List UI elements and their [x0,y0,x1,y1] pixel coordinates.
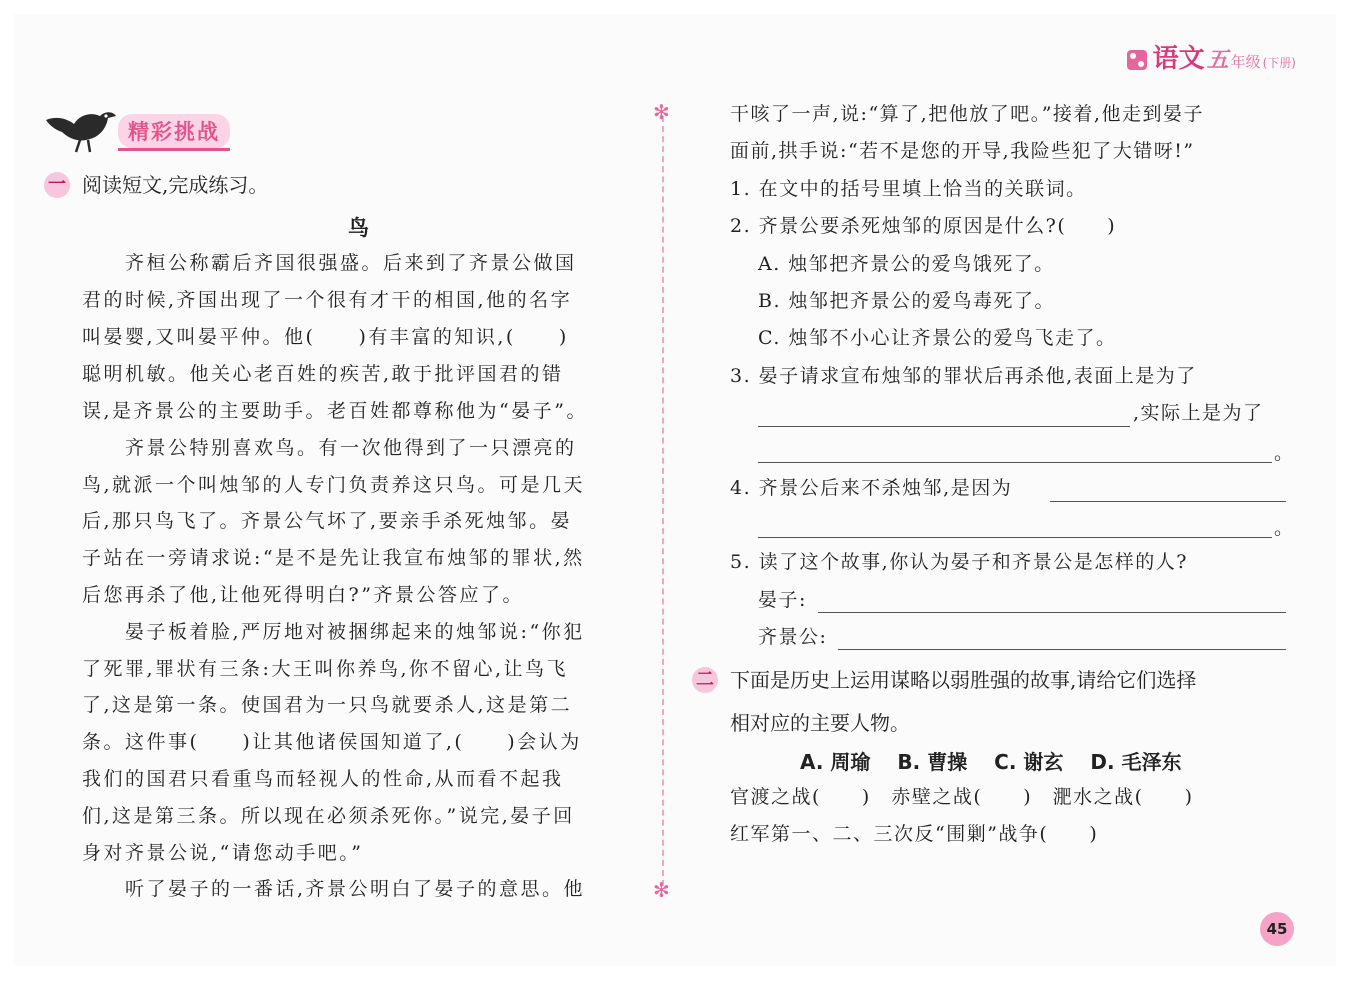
passage-line: 齐桓公称霸后齐国很强盛。后来到了齐景公做国 [82,252,577,274]
passage-line: 齐景公特别喜欢鸟。有一次他得到了一只漂亮的 [82,437,577,459]
passage-line: 聪明机敏。他关心老百姓的疾苦,敢于批评国君的错 [82,363,564,385]
answer-blank[interactable] [758,426,1130,427]
answer-blank[interactable] [758,537,1272,538]
option-a: A. 周瑜 [800,750,871,774]
section-header [42,104,232,156]
part2-instruction-cont: 相对应的主要人物。 [730,711,910,735]
question-3-cont: ,实际上是为了 [1133,402,1264,424]
question-4-end: 。 [1274,517,1295,539]
part2-number: 二 [692,667,718,693]
brand-logo-icon [1127,50,1147,70]
passage-title: 鸟 [348,216,369,240]
answer-blank[interactable] [838,649,1286,650]
brand-subject: 语文 [1152,44,1205,74]
battles-line-2: 红军第一、二、三次反“围剿”战争( ) [730,823,1099,845]
passage-line: 了死罪,罪状有三条:大王叫你养鸟,你不留心,让鸟飞 [82,658,569,680]
passage-line: 误,是齐景公的主要助手。老百姓都尊称他为“晏子”。 [82,400,588,422]
battles-line-1: 官渡之战( ) 赤壁之战( ) 淝水之战( ) [730,786,1194,808]
question-2-option-b: B. 烛邹把齐景公的爱鸟毒死了。 [758,290,1056,312]
page-divider [662,116,664,886]
bird-icon [42,104,118,156]
passage-line: 鸟,就派一个叫烛邹的人专门负责养这只鸟。可是几天 [82,474,586,496]
option-c: C. 谢玄 [994,750,1064,774]
book-brand [1127,38,1296,75]
brand-grade-label: 年级 [1230,53,1261,71]
brand-grade-num: 五 [1206,48,1229,73]
passage-line: 君的时候,齐国出现了一个很有才干的相国,他的名字 [82,289,573,311]
question-2-option-c: C. 烛邹不小心让齐景公的爱鸟飞走了。 [758,327,1117,349]
passage-line: 们,这是第三条。所以现在必须杀死你。”说完,晏子回 [82,805,575,827]
brand-volume: (下册) [1262,56,1296,70]
section-header-underline [118,148,230,151]
flower-icon: ✻ [653,878,670,902]
section-header-label: 精彩挑战 [118,114,230,148]
flower-icon: ✻ [653,100,670,124]
part1-number: 一 [44,172,70,198]
question-3: 3. 晏子请求宣布烛邹的罪状后再杀他,表面上是为了 [730,365,1197,387]
part2-instruction: 下面是历史上运用谋略以弱胜强的故事,请给它们选择 [730,668,1197,692]
question-2-option-a: A. 烛邹把齐景公的爱鸟饿死了。 [758,253,1055,275]
passage-line: 条。这件事( )让其他诸侯国知道了,( )会认为 [82,731,582,753]
passage-line: 我们的国君只看重鸟而轻视人的性命,从而看不起我 [82,768,564,790]
passage-line: 叫晏婴,又叫晏平仲。他( )有丰富的知识,( ) [82,326,569,348]
question-4: 4. 齐景公后来不杀烛邹,是因为 [730,477,1013,499]
passage-line: 子站在一旁请求说:“是不是先让我宣布烛邹的罪状,然 [82,547,585,569]
passage-line: 听了晏子的一番话,齐景公明白了晏子的意思。他 [82,878,586,900]
question-5-jinggong-label: 齐景公: [758,626,828,648]
option-b: B. 曹操 [897,750,968,774]
passage-line: 后您再杀了他,让他死得明白?”齐景公答应了。 [82,584,524,606]
option-d: D. 毛泽东 [1090,750,1182,774]
answer-blank[interactable] [758,462,1272,463]
passage-line: 晏子板着脸,严厉地对被捆绑起来的烛邹说:“你犯 [82,621,585,643]
passage-line: 后,那只鸟飞了。齐景公气坏了,要亲手杀死烛邹。晏 [82,510,573,532]
part1-instruction: 阅读短文,完成练习。 [82,173,269,197]
passage-line: 面前,拱手说:“若不是您的开导,我险些犯了大错呀!” [730,140,1195,162]
passage-line: 身对齐景公说,“请您动手吧。” [82,842,364,864]
question-5-yanzi-label: 晏子: [758,589,807,611]
question-5: 5. 读了这个故事,你认为晏子和齐景公是怎样的人? [730,551,1188,573]
question-1: 1. 在文中的括号里填上恰当的关联词。 [730,178,1087,200]
passage-line: 干咳了一声,说:“算了,把他放了吧。”接着,他走到晏子 [730,103,1204,125]
passage-line: 了,这是第一条。使国君为一只鸟就要杀人,这是第二 [82,694,573,716]
question-2: 2. 齐景公要杀死烛邹的原因是什么?( ) [730,215,1117,237]
answer-blank[interactable] [1050,501,1286,502]
page-number: 45 [1260,912,1294,946]
answer-blank[interactable] [818,612,1286,613]
person-options [800,746,1202,775]
question-3-end: 。 [1274,442,1295,464]
